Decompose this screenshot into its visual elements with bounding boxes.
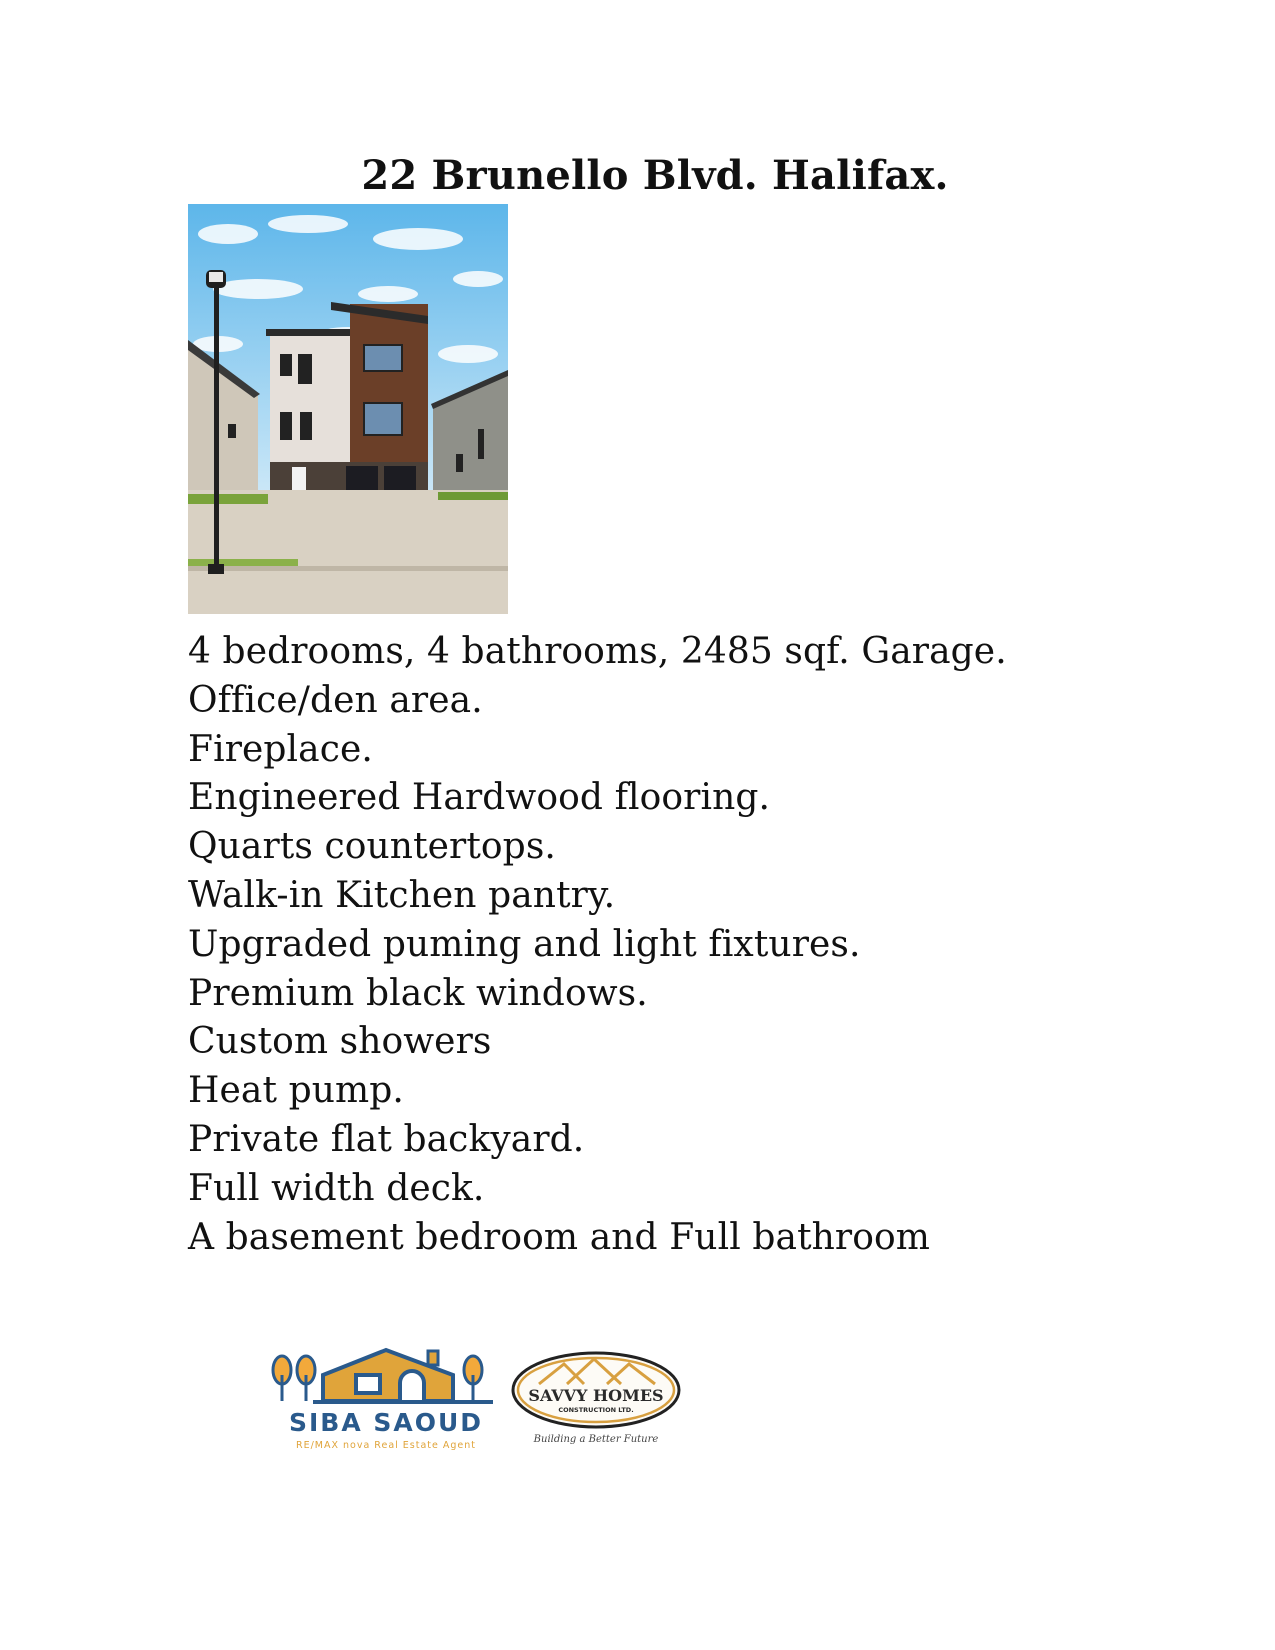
listing-title: 22 Brunello Blvd. Halifax.: [361, 152, 949, 199]
feature-item: Office/den area.: [188, 679, 483, 721]
feature-item: Upgraded puming and light fixtures.: [188, 923, 861, 965]
feature-item: 4 bedrooms, 4 bathrooms, 2485 sqf. Garage.: [188, 631, 1007, 672]
feature-list: [188, 628, 1007, 1262]
agent-tagline: RE/MAX nova Real Estate Agent: [295, 1440, 477, 1451]
feature-item: Premium black windows.: [188, 972, 648, 1014]
agent-name: SIBA SAOUD: [288, 1408, 484, 1437]
feature-item: A basement bedroom and Full bathroom: [188, 1216, 931, 1258]
builder-slogan: Building a Better Future: [533, 1434, 659, 1445]
house-photo: [188, 204, 508, 614]
feature-item: Walk-in Kitchen pantry.: [188, 874, 616, 916]
builder-name: SAVVY HOMES: [528, 1386, 664, 1405]
feature-item: Custom showers: [188, 1021, 492, 1063]
feature-item: Heat pump.: [188, 1070, 404, 1112]
feature-item: Full width deck.: [188, 1167, 485, 1209]
siba-saoud-logo: [268, 1345, 504, 1453]
feature-item: Quarts countertops.: [188, 826, 556, 868]
feature-item: Private flat backyard.: [188, 1118, 585, 1160]
savvy-homes-logo: [509, 1350, 683, 1450]
builder-subtitle: CONSTRUCTION LTD.: [558, 1406, 634, 1414]
feature-item: Engineered Hardwood flooring.: [188, 777, 771, 819]
feature-item: Fireplace.: [188, 728, 373, 770]
